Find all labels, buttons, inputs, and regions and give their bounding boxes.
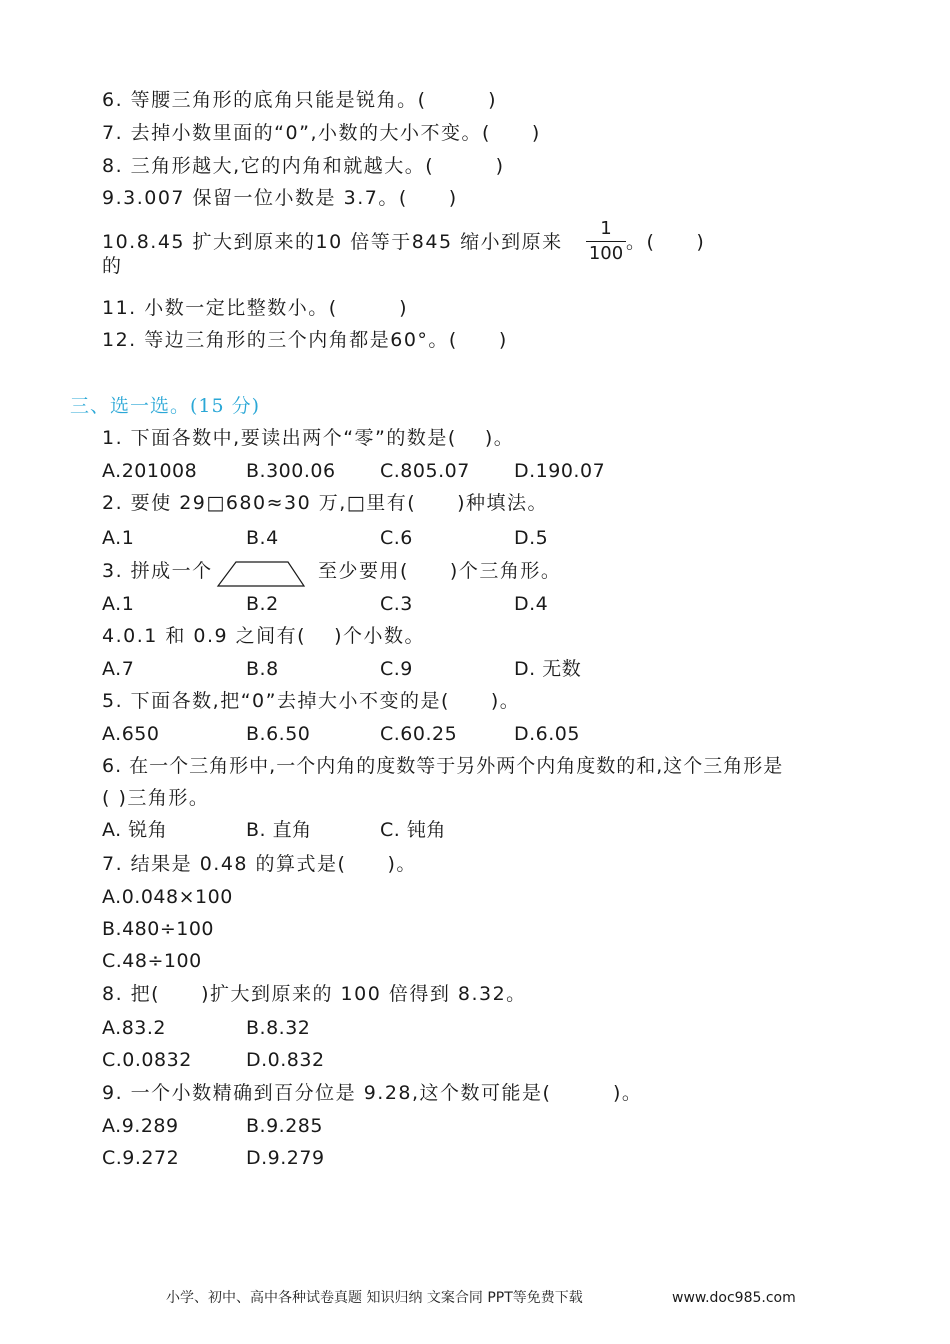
- q1-option-b: B.300.06: [246, 460, 336, 482]
- q8-option-a: A.83.2: [102, 1017, 167, 1039]
- choice-q7: 7. 结果是 0.48 的算式是( )。: [102, 853, 417, 875]
- judge-q10-wrap: 的: [102, 255, 123, 277]
- judge-q12: 12. 等边三角形的三个内角都是60°。( ): [102, 329, 508, 351]
- q2-option-b: B.4: [246, 527, 279, 549]
- q3-option-b: B.2: [246, 593, 279, 615]
- q6-option-c: C. 钝角: [380, 819, 446, 841]
- q5-option-c: C.60.25: [380, 723, 458, 745]
- q7-option-a: A.0.048×100: [102, 886, 233, 908]
- q9-option-b: B.9.285: [246, 1115, 323, 1137]
- choice-q9: 9. 一个小数精确到百分位是 9.28,这个数可能是( )。: [102, 1082, 643, 1104]
- q9-option-c: C.9.272: [102, 1147, 180, 1169]
- q7-option-c: C.48÷100: [102, 950, 202, 972]
- choice-q5: 5. 下面各数,把“0”去掉大小不变的是( )。: [102, 690, 521, 712]
- judge-q9: 9.3.007 保留一位小数是 3.7。( ): [102, 187, 458, 209]
- judge-q6: 6. 等腰三角形的底角只能是锐角。( ): [102, 89, 497, 111]
- choice-q1: 1. 下面各数中,要读出两个“零”的数是( )。: [102, 427, 515, 449]
- q3-option-c: C.3: [380, 593, 413, 615]
- q3-option-d: D.4: [514, 593, 549, 615]
- choice-q3-start: 3. 拼成一个: [102, 560, 213, 582]
- choice-q6: 6. 在一个三角形中,一个内角的度数等于另外两个内角度数的和,这个三角形是: [102, 755, 784, 777]
- q3-option-a: A.1: [102, 593, 135, 615]
- q9-option-a: A.9.289: [102, 1115, 179, 1137]
- q5-option-b: B.6.50: [246, 723, 311, 745]
- q2-option-d: D.5: [514, 527, 549, 549]
- footer-text: 小学、初中、高中各种试卷真题 知识归纳 文案合同 PPT等免费下载: [166, 1290, 583, 1306]
- judge-q10-tail: 。( ): [626, 231, 706, 253]
- q8-option-b: B.8.32: [246, 1017, 311, 1039]
- q2-option-c: C.6: [380, 527, 413, 549]
- q8-option-d: D.0.832: [246, 1049, 325, 1071]
- fraction-denominator: 100: [588, 243, 624, 264]
- q4-option-b: B.8: [246, 658, 279, 680]
- q1-option-c: C.805.07: [380, 460, 470, 482]
- q1-option-d: D.190.07: [514, 460, 606, 482]
- q5-option-d: D.6.05: [514, 723, 580, 745]
- footer-url[interactable]: www.doc985.com: [672, 1290, 796, 1306]
- q6-option-a: A. 锐角: [102, 819, 168, 841]
- judge-q10-text: 10.8.45 扩大到原来的10 倍等于845 缩小到原来: [102, 231, 563, 253]
- q5-option-a: A.650: [102, 723, 160, 745]
- choice-q2: 2. 要使 29□680≈30 万,□里有( )种填法。: [102, 492, 549, 514]
- choice-q3-end: 至少要用( )个三角形。: [318, 560, 562, 582]
- choice-q6-wrap: ( )三角形。: [102, 787, 210, 809]
- fraction-numerator: 1: [600, 218, 612, 239]
- q4-option-d: D. 无数: [514, 658, 582, 680]
- judge-q7: 7. 去掉小数里面的“0”,小数的大小不变。( ): [102, 122, 541, 144]
- q4-option-a: A.7: [102, 658, 135, 680]
- q7-option-b: B.480÷100: [102, 918, 215, 940]
- q8-option-c: C.0.0832: [102, 1049, 192, 1071]
- choice-q4: 4.0.1 和 0.9 之间有( )个小数。: [102, 625, 426, 647]
- trapezoid-shape: [216, 560, 306, 588]
- q4-option-c: C.9: [380, 658, 413, 680]
- judge-q8: 8. 三角形越大,它的内角和就越大。( ): [102, 155, 505, 177]
- section-title: 三、选一选。(15 分): [70, 395, 261, 417]
- q2-option-a: A.1: [102, 527, 135, 549]
- fraction-bar: [586, 241, 626, 242]
- choice-q8: 8. 把( )扩大到原来的 100 倍得到 8.32。: [102, 983, 527, 1005]
- q9-option-d: D.9.279: [246, 1147, 325, 1169]
- q1-option-a: A.201008: [102, 460, 198, 482]
- fraction-one-hundredth: [586, 218, 626, 265]
- q6-option-b: B. 直角: [246, 819, 312, 841]
- judge-q11: 11. 小数一定比整数小。( ): [102, 297, 409, 319]
